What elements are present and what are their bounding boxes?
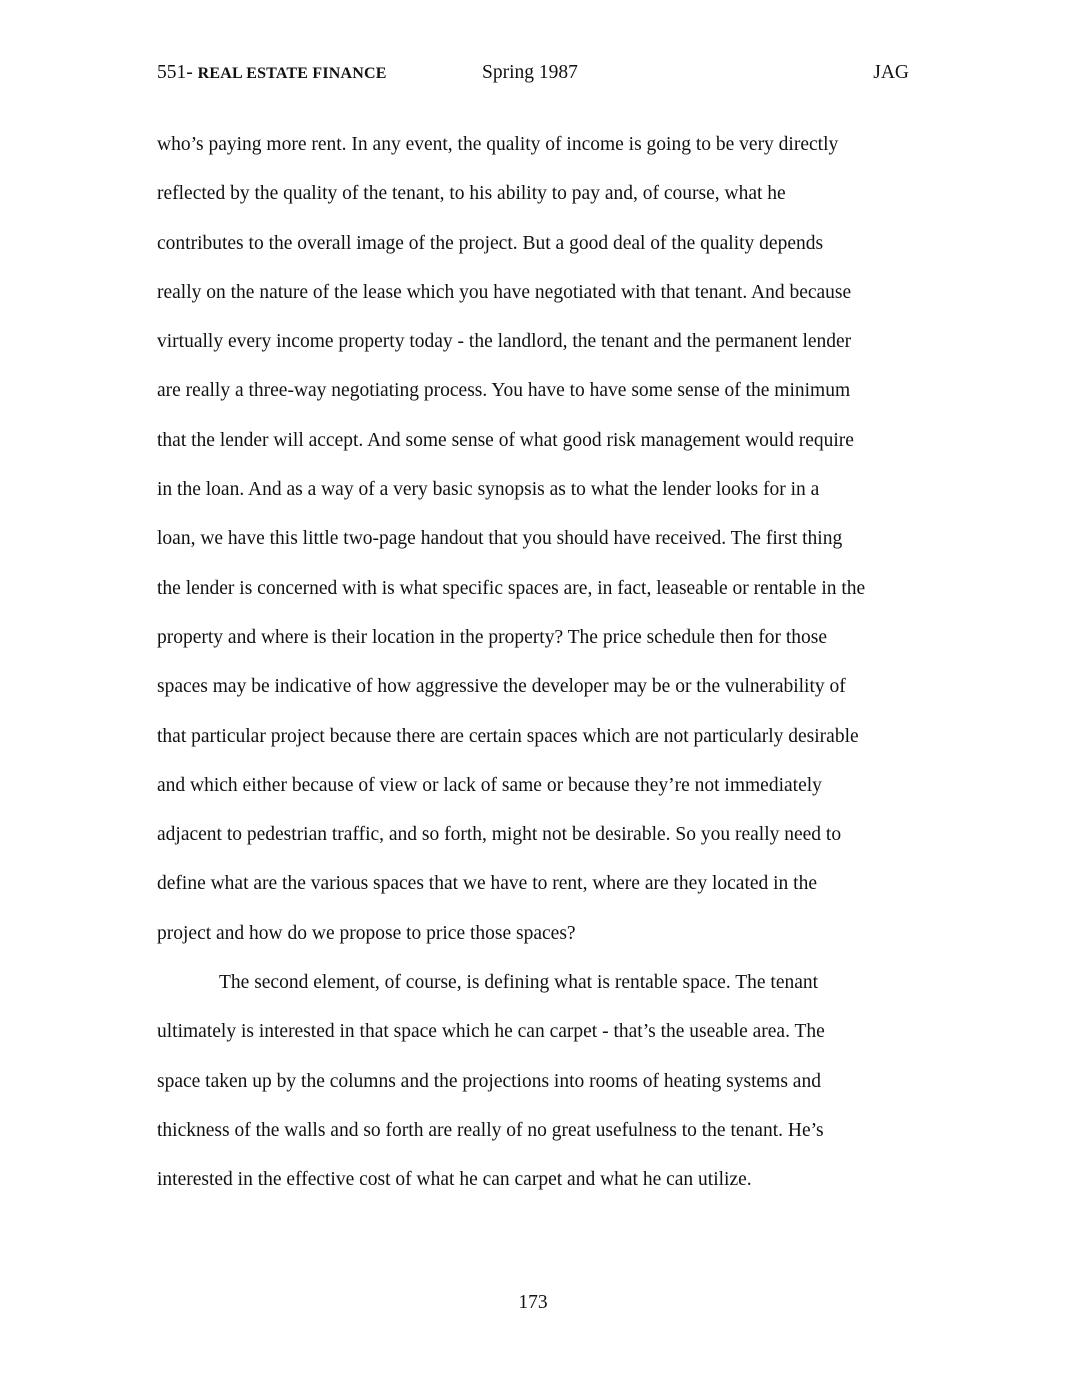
paragraph <box>157 958 917 1204</box>
text-line: that particular project because there are certain spaces which are not particularly desirable <box>157 725 859 747</box>
text-line: loan, we have this little two-page handout that you should have received. The first thing <box>157 528 843 550</box>
author-initials: JAG <box>873 62 909 83</box>
text-line: the lender is concerned with is what specific spaces are, in fact, leaseable or rentable in the <box>157 577 866 599</box>
course-number: 551- <box>157 62 193 83</box>
text-line: contributes to the overall image of the project. But a good deal of the quality depends <box>157 232 824 254</box>
text-line: who’s paying more rent. In any event, the quality of income is going to be very directly <box>157 134 839 155</box>
text-line: virtually every income property today - the landlord, the tenant and the permanent lender <box>157 331 852 353</box>
text-line: reflected by the quality of the tenant, to his ability to pay and, of course, what he <box>157 183 786 205</box>
paragraph <box>157 120 917 958</box>
text-line: in the loan. And as a way of a very basic synopsis as to what the lender looks for in a <box>157 479 820 501</box>
text-line: are really a three-way negotiating process. You have to have some sense of the minimum <box>157 380 851 402</box>
text-line: space taken up by the columns and the projections into rooms of heating systems and <box>157 1070 821 1092</box>
text-line: ultimately is interested in that space which he can carpet - that’s the useable area. The <box>157 1021 825 1043</box>
text-line: adjacent to pedestrian traffic, and so forth, might not be desirable. So you really need to <box>157 824 842 846</box>
text-line: really on the nature of the lease which you have negotiated with that tenant. And because <box>157 281 852 303</box>
text-line: and which either because of view or lack of same or because they’re not immediately <box>157 774 822 796</box>
text-line: interested in the effective cost of what he can carpet and what he can utilize. <box>157 1169 752 1191</box>
page-number: 173 <box>518 1292 548 1313</box>
text-line: that the lender will accept. And some sense of what good risk management would require <box>157 429 854 451</box>
text-line: thickness of the walls and so forth are really of no great usefulness to the tenant. He’s <box>157 1119 824 1141</box>
course-term: Spring 1987 <box>482 62 578 83</box>
transcript-body <box>157 120 917 1205</box>
text-line: spaces may be indicative of how aggressive the developer may be or the vulnerability of <box>157 676 846 698</box>
page-footer <box>0 1292 1066 1314</box>
text-line: The second element, of course, is defining what is rentable space. The tenant <box>219 972 819 994</box>
page-header <box>157 62 909 92</box>
course-heading <box>157 62 387 84</box>
course-title: REAL ESTATE FINANCE <box>197 65 387 82</box>
text-line: define what are the various spaces that we have to rent, where are they located in the <box>157 873 818 895</box>
text-line: property and where is their location in the property? The price schedule then for those <box>157 626 827 648</box>
text-line: project and how do we propose to price those spaces? <box>157 922 576 944</box>
